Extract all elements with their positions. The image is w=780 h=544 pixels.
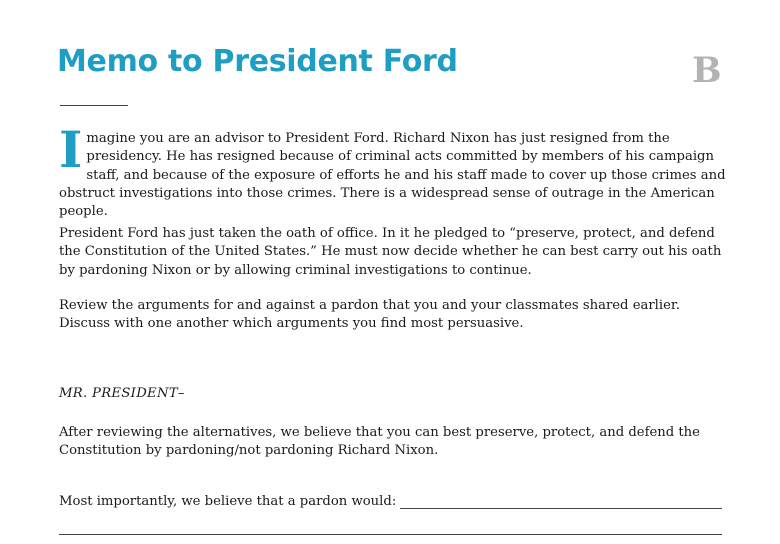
memo-salutation: MR. PRESIDENT–: [59, 386, 185, 401]
intro-paragraph-2: President Ford has just taken the oath of office. In it he pledged to “preserve, protect, and defend the Constitution of the United States.” He must now decide whether he can best carry out his oath by pardoning Nixon or by allowing criminal investigations to continue.: [59, 226, 722, 278]
answer-blank-line-1[interactable]: [400, 494, 722, 509]
answer-row: [59, 494, 722, 509]
answer-blank-line-2[interactable]: [59, 534, 722, 535]
drop-cap-letter: I: [59, 120, 83, 179]
memo-body: After reviewing the alternatives, we believe that you can best preserve, protect, and defend the Constitution by pardoning/not pardoning Richard Nixon.: [59, 425, 700, 459]
title-underline-divider: [60, 105, 128, 106]
intro-paragraph-3: Review the arguments for and against a pardon that you and your classmates shared earlier. Discuss with one another which arguments you find most persuasive.: [59, 298, 680, 332]
intro-paragraph-1: [59, 120, 731, 221]
section-letter-badge: B: [692, 50, 722, 91]
intro-paragraph-1-text: magine you are an advisor to President Ford. Richard Nixon has just resigned from the presidency. He has resigned because of criminal acts committed by members of his campaign staff, and because of the exposure of efforts he and his staff made to cover up those crimes and obstruct investigations into those crimes. There is a widespread sense of outrage in the American people.: [59, 131, 726, 220]
page-title: Memo to President Ford: [57, 44, 458, 79]
answer-prompt: Most importantly, we believe that a pardon would:: [59, 494, 397, 509]
